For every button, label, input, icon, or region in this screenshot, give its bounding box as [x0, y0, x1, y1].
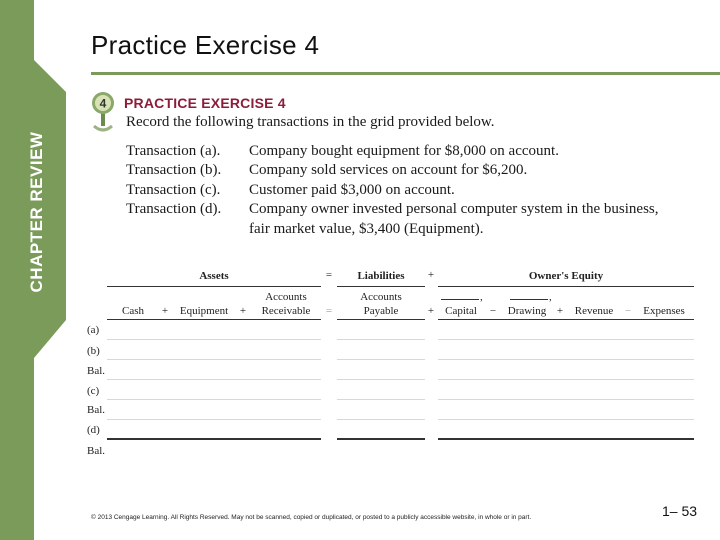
accounts-payable-header-top: Accounts	[360, 291, 402, 303]
capital-brace	[441, 299, 479, 300]
row-separator	[107, 359, 321, 360]
exercise-number: 4	[99, 96, 107, 111]
expenses-header: Expenses	[643, 305, 685, 317]
plus-sign: +	[161, 305, 169, 317]
sidebar-label: CHAPTER REVIEW	[27, 131, 46, 293]
row-separator	[337, 399, 425, 400]
drawing-header: Drawing	[507, 305, 547, 317]
capital-header: Capital	[445, 305, 477, 317]
exercise-instruction: Record the following transactions in the grid provided below.	[126, 114, 495, 130]
row-separator	[337, 419, 425, 420]
row-label: Bal.	[87, 445, 106, 457]
liabilities-rule	[337, 286, 425, 287]
row-label: (d)	[87, 424, 100, 436]
row-separator	[337, 339, 425, 340]
row-separator	[107, 339, 321, 340]
transaction-description: Company bought equipment for $8,000 on account.	[249, 143, 559, 159]
equity-rule	[438, 286, 694, 287]
copyright-footer: © 2013 Cengage Learning. All Rights Reserved. May not be scanned, copied or duplicated, or posted to a publicly accessible website, in whole or in part.	[91, 514, 532, 521]
chapter-review-sidebar	[0, 0, 84, 540]
row-label: Bal.	[87, 365, 106, 377]
minus-sign: −	[624, 305, 632, 317]
equipment-header: Equipment	[179, 305, 229, 317]
plus-sign: +	[239, 305, 247, 317]
row-separator	[337, 379, 425, 380]
transaction-description: Customer paid $3,000 on account.	[249, 182, 455, 198]
liabilities-header: Liabilities	[357, 270, 405, 282]
transaction-label: Transaction (d).	[126, 201, 222, 217]
row-label: (c)	[87, 385, 100, 397]
row-separator	[438, 379, 694, 380]
accounts-receivable-header-bottom: Receivable	[261, 305, 311, 317]
accounts-payable-header-bottom: Payable	[363, 305, 399, 317]
header-rule	[337, 319, 425, 320]
equals-sign: =	[325, 269, 333, 281]
accounts-receivable-header-top: Accounts	[265, 291, 307, 303]
transaction-label: Transaction (b).	[126, 162, 222, 178]
minus-sign: −	[489, 305, 497, 317]
page-title: Practice Exercise 4	[91, 30, 320, 60]
exercise-number-badge-icon	[88, 90, 118, 136]
row-separator	[107, 399, 321, 400]
cash-header: Cash	[122, 305, 144, 317]
header-rule	[107, 319, 321, 320]
transaction-description: Company sold services on account for $6,200.	[249, 162, 528, 178]
plus-sign: +	[556, 305, 564, 317]
total-rule	[107, 438, 321, 440]
transaction-label: Transaction (c).	[126, 182, 221, 198]
assets-rule	[107, 286, 321, 287]
page-number: 1– 53	[662, 503, 698, 519]
row-label: Bal.	[87, 404, 106, 416]
assets-header: Assets	[199, 270, 229, 282]
equals-sign: =	[325, 305, 333, 317]
revenue-header: Revenue	[574, 305, 614, 317]
comma: ,	[549, 291, 552, 303]
total-rule	[438, 438, 694, 440]
row-separator	[438, 419, 694, 420]
title-divider	[91, 72, 720, 75]
header-rule	[438, 319, 694, 320]
row-separator	[438, 399, 694, 400]
comma: ,	[480, 291, 483, 303]
row-separator	[107, 419, 321, 420]
transaction-description-continued: fair market value, $3,400 (Equipment).	[249, 221, 484, 237]
row-label: (b)	[87, 345, 100, 357]
exercise-heading: PRACTICE EXERCISE 4	[124, 95, 286, 111]
row-separator	[337, 359, 425, 360]
drawing-brace	[510, 299, 548, 300]
row-separator	[438, 359, 694, 360]
row-separator	[107, 379, 321, 380]
plus-sign: +	[427, 269, 435, 281]
plus-sign: +	[427, 305, 435, 317]
total-rule	[337, 438, 425, 440]
transaction-label: Transaction (a).	[126, 143, 221, 159]
transaction-description: Company owner invested personal computer system in the business,	[249, 201, 659, 217]
row-separator	[438, 339, 694, 340]
row-label: (a)	[87, 324, 100, 336]
owners-equity-header: Owner's Equity	[528, 270, 604, 282]
